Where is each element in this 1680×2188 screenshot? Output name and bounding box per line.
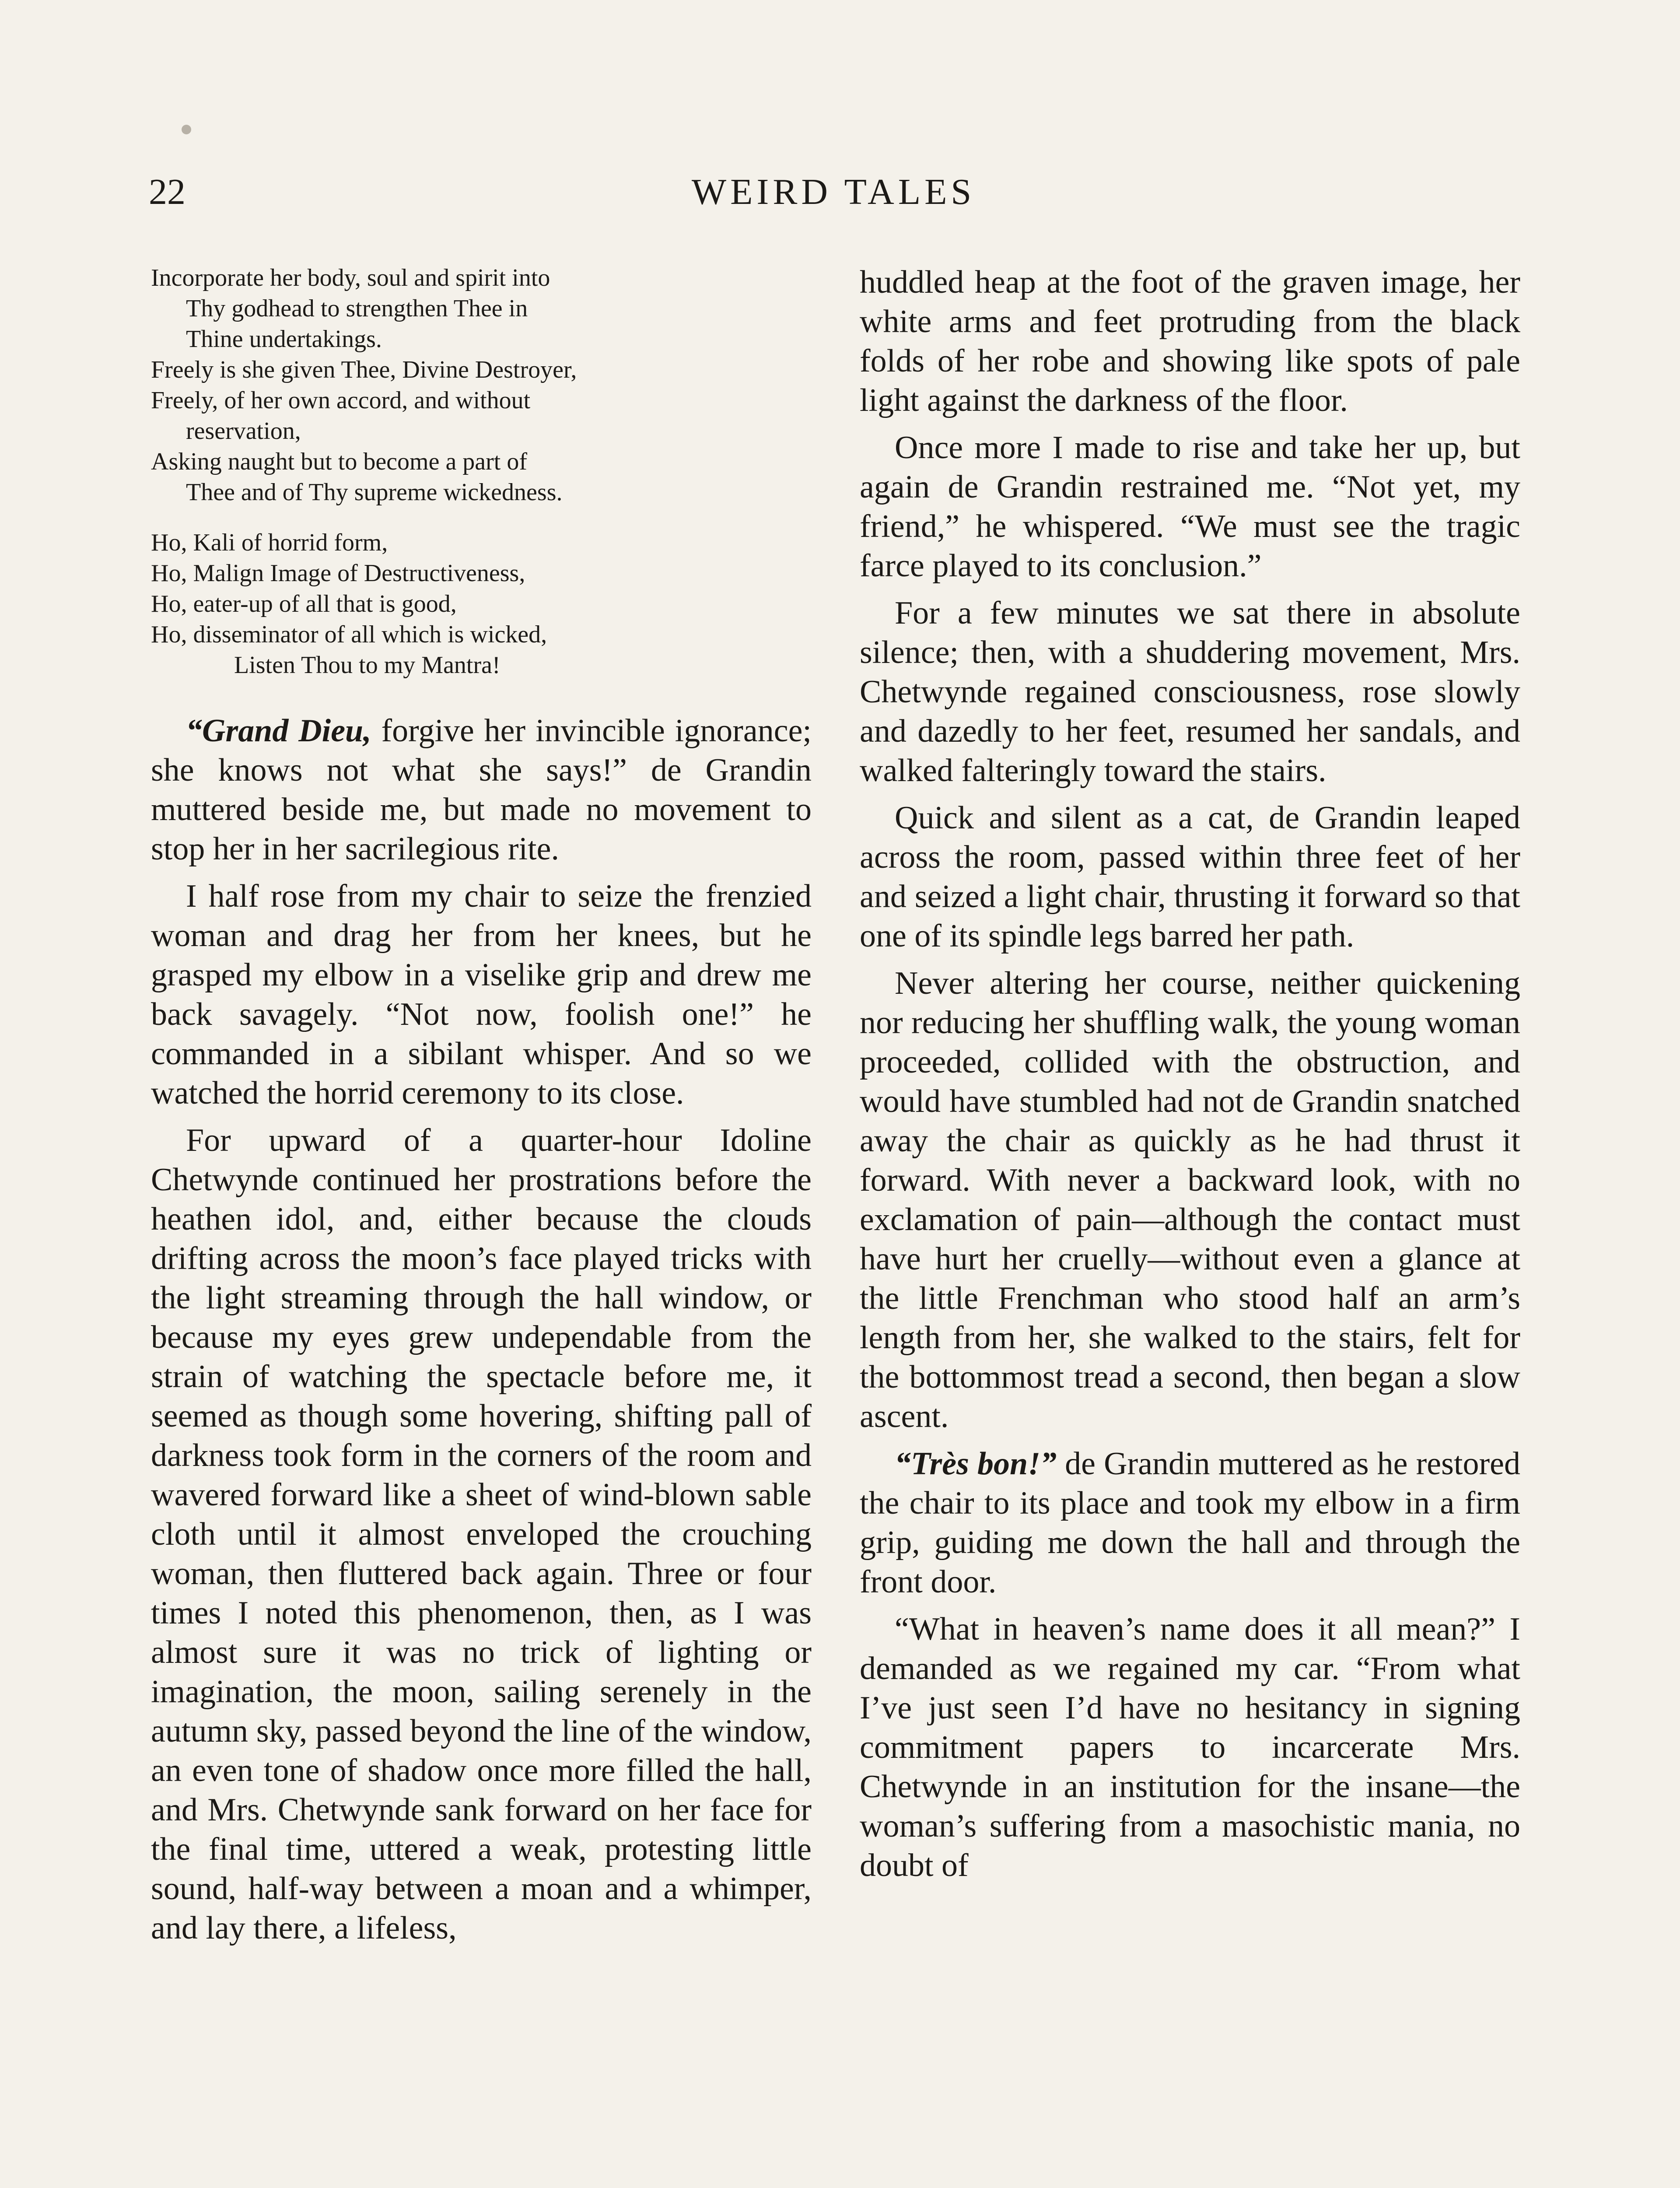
verse-line: Ho, Kali of horrid form, — [151, 529, 388, 556]
verse-line: Ho, Malign Image of Destructiveness, — [151, 560, 525, 587]
verse-line: Incorporate her body, soul and spirit into — [151, 264, 550, 291]
left-prose — [151, 711, 812, 1948]
right-column — [860, 263, 1520, 1893]
paragraph: For upward of a quarter-hour Idoline Chetwynde continued her prostrations before the heathen idol, and, either because the clouds drifting across the moon’s face played tricks with the light streaming through the hall window, or because my eyes grew undependable from the strain of watching the spectacle before me, it seemed as though some hovering, shifting pall of darkness took form in the corners of the room and wavered forward like a sheet of wind-blown sable cloth until it almost enveloped the crouching woman, then fluttered back again. Three or four times I noted this phenomenon, then, as I was almost sure it was no trick of lighting or imagination, the moon, sailing serenely in the autumn sky, passed beyond the line of the window, an even tone of shadow once more filled the hall, and Mrs. Chetwynde sank forward on her face for the final time, uttered a weak, protesting little sound, half-way between a moan and a whimper, and lay there, a lifeless, — [151, 1122, 812, 1946]
verse-line: Freely, of her own accord, and without — [151, 387, 531, 414]
verse-line: reservation, — [186, 417, 301, 445]
page-header — [149, 171, 1518, 228]
verse-line: Asking naught but to become a part of — [151, 448, 528, 475]
right-prose — [860, 263, 1520, 1885]
paragraph: Never altering her course, neither quickening nor reducing her shuffling walk, the young woman proceeded, collided with the obstruction, and would have stumbled had not de Grandin snatched away the chair as quickly as he had thrust it forward. With never a backward look, with no exclamation of pain—although the contact must have hurt her cruelly—without even a glance at the little Frenchman who stood half an arm’s length from her, she walked to the stairs, felt for the bottommost tread a second, then began a slow ascent. — [860, 965, 1520, 1434]
verse-line: Thee and of Thy supreme wickedness. — [186, 479, 563, 506]
paragraph-text: forgive her invincible ignorance; she knows not what she says!” de Grandin muttered beside me, but made no movement to stop her in her sacrilegious rite. — [151, 713, 812, 867]
verse-line: Freely is she given Thee, Divine Destroyer, — [151, 356, 577, 383]
verse-line: Thy godhead to strengthen Thee in — [186, 295, 528, 322]
paragraph: For a few minutes we sat there in absolute silence; then, with a shuddering movement, Mrs. Chetwynde regained consciousness, rose slowly and dazedly to her feet, resumed her sandals, and walked falteringly toward the stairs. — [860, 595, 1520, 789]
paragraph: Quick and silent as a cat, de Grandin leaped across the room, passed within three feet of her and seized a light chair, thrusting it forward so that one of its spindle legs barred her path. — [860, 800, 1520, 954]
paragraph: Once more I made to rise and take her up, but again de Grandin restrained me. “Not yet, my friend,” he whispered. “We must see the tragic farce played to its conclusion.” — [860, 430, 1520, 584]
paragraph — [151, 711, 812, 869]
paragraph: “What in heaven’s name does it all mean?” I demanded as we regained my car. “From what I’ve just seen I’d have no hesitancy in signing commitment papers to incarcerate Mrs. Chetwynde in an institution for the insane—the woman’s suffering from a masochistic mania, no doubt of — [860, 1611, 1520, 1883]
print-speck — [182, 125, 191, 134]
verse-line: Ho, eater-up of all that is good, — [151, 590, 457, 617]
italic-exclamation: “Très bon!” — [895, 1446, 1057, 1482]
verse-line: Thine undertakings. — [186, 326, 382, 353]
paragraph-text: de Grandin muttered as he restored the chair to its place and took my elbow in a firm grip, guiding me down the hall and through the front door. — [860, 1446, 1520, 1600]
verse-line: Ho, disseminator of all which is wicked, — [151, 621, 547, 648]
verse-line: Listen Thou to my Mantra! — [234, 652, 500, 679]
page-number: 22 — [149, 172, 186, 212]
left-column — [151, 263, 812, 1956]
paragraph: I half rose from my chair to seize the frenzied woman and drag her from her knees, but he grasped my elbow in a viselike grip and drew me back savagely. “Not now, foolish one!” he commanded in a sibilant whisper. And so we watched the horrid ceremony to its close. — [151, 878, 812, 1111]
italic-exclamation: “Grand Dieu, — [186, 713, 371, 749]
magazine-title: WEIRD TALES — [691, 172, 976, 212]
mantra-verse — [151, 263, 812, 680]
paragraph — [860, 1444, 1520, 1602]
paragraph: huddled heap at the foot of the graven image, her white arms and feet protruding from the black folds of her robe and showing like spots of pale light against the darkness of the floor. — [860, 264, 1520, 418]
